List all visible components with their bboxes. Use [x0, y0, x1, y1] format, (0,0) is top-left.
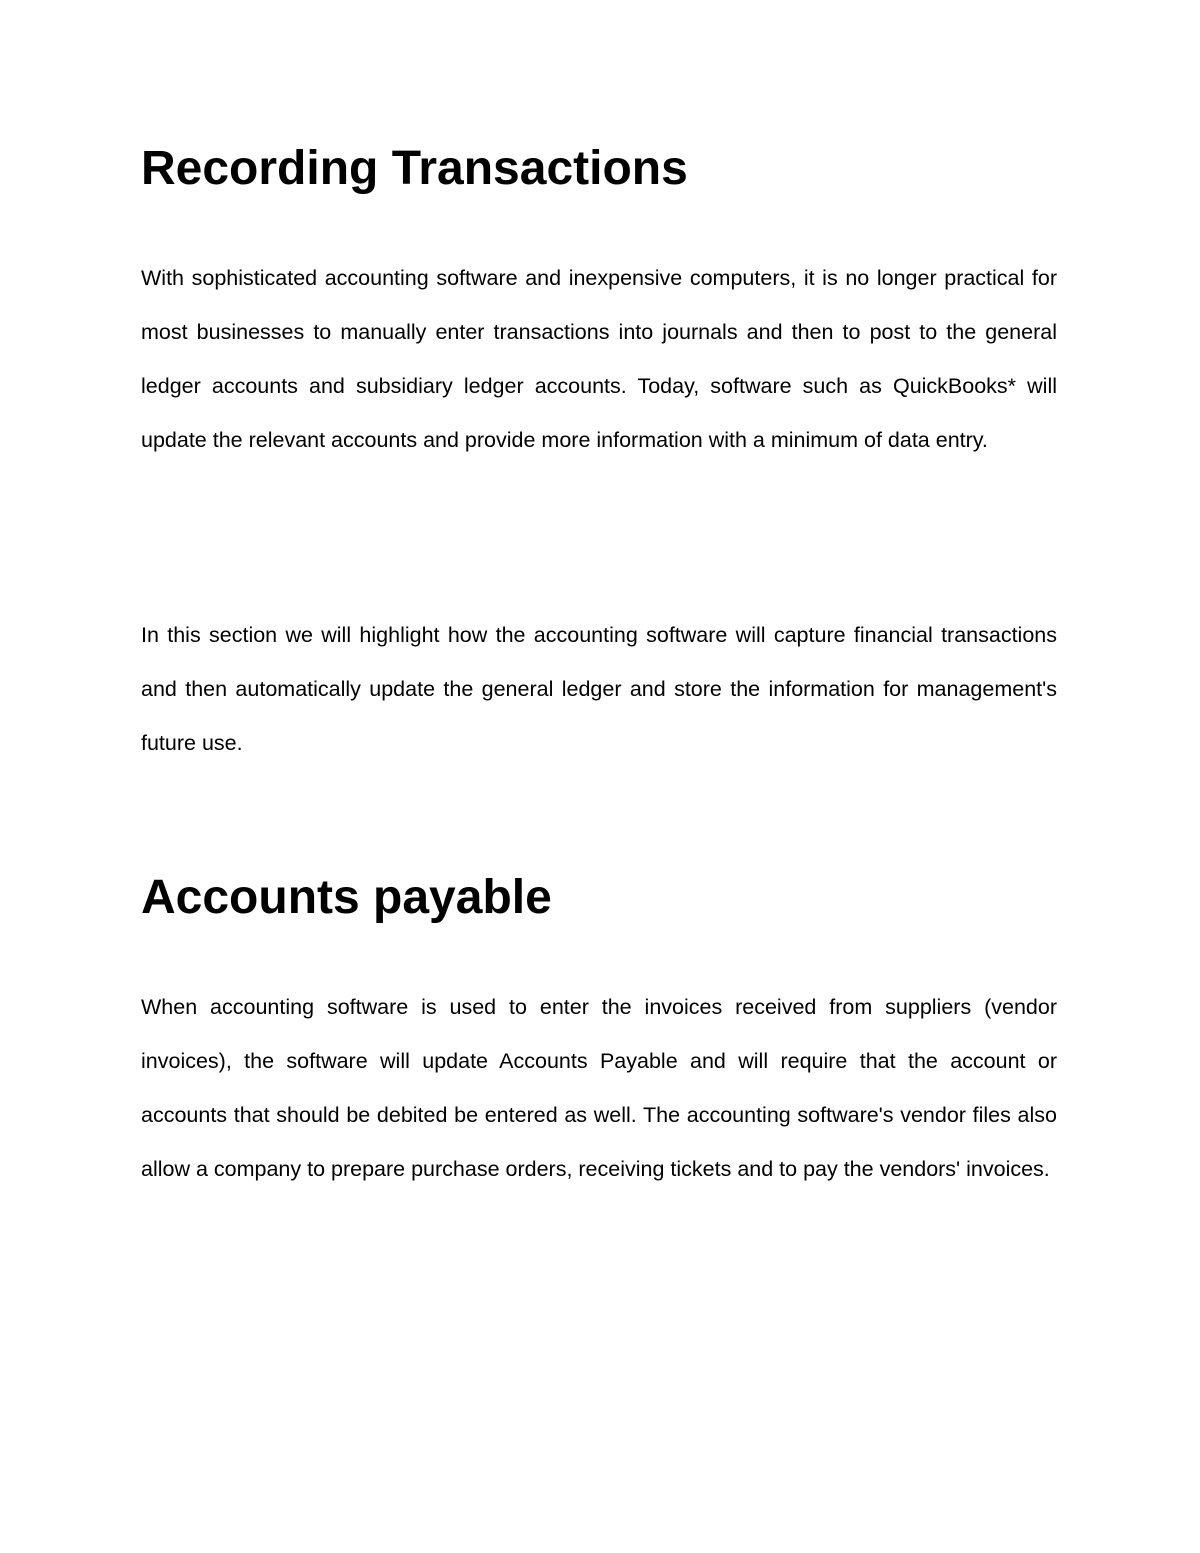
section-heading-recording-transactions: Recording Transactions — [141, 142, 688, 195]
paragraph-recording-transactions-1: With sophisticated accounting software and inexpensive computers, it is no longer practical for most businesses to manually enter transactions into journals and then to post to the general ledger accounts and subsidiary ledger accounts. Today, software such as QuickBooks* will update the relevant accounts and provide more information with a minimum of data entry. — [141, 266, 1057, 452]
paragraph-recording-transactions-2: In this section we will highlight how the accounting software will capture financial transactions and then automatically update the general ledger and store the information for management's future use. — [141, 623, 1057, 755]
section-heading-accounts-payable: Accounts payable — [141, 871, 552, 924]
paragraph-accounts-payable-1: When accounting software is used to enter the invoices received from suppliers (vendor invoices), the software will update Accounts Payable and will require that the account or accounts that should be debited be entered as well. The accounting software's vendor files also allow a company to prepare purchase orders, receiving tickets and to pay the vendors' invoices. — [141, 995, 1057, 1181]
